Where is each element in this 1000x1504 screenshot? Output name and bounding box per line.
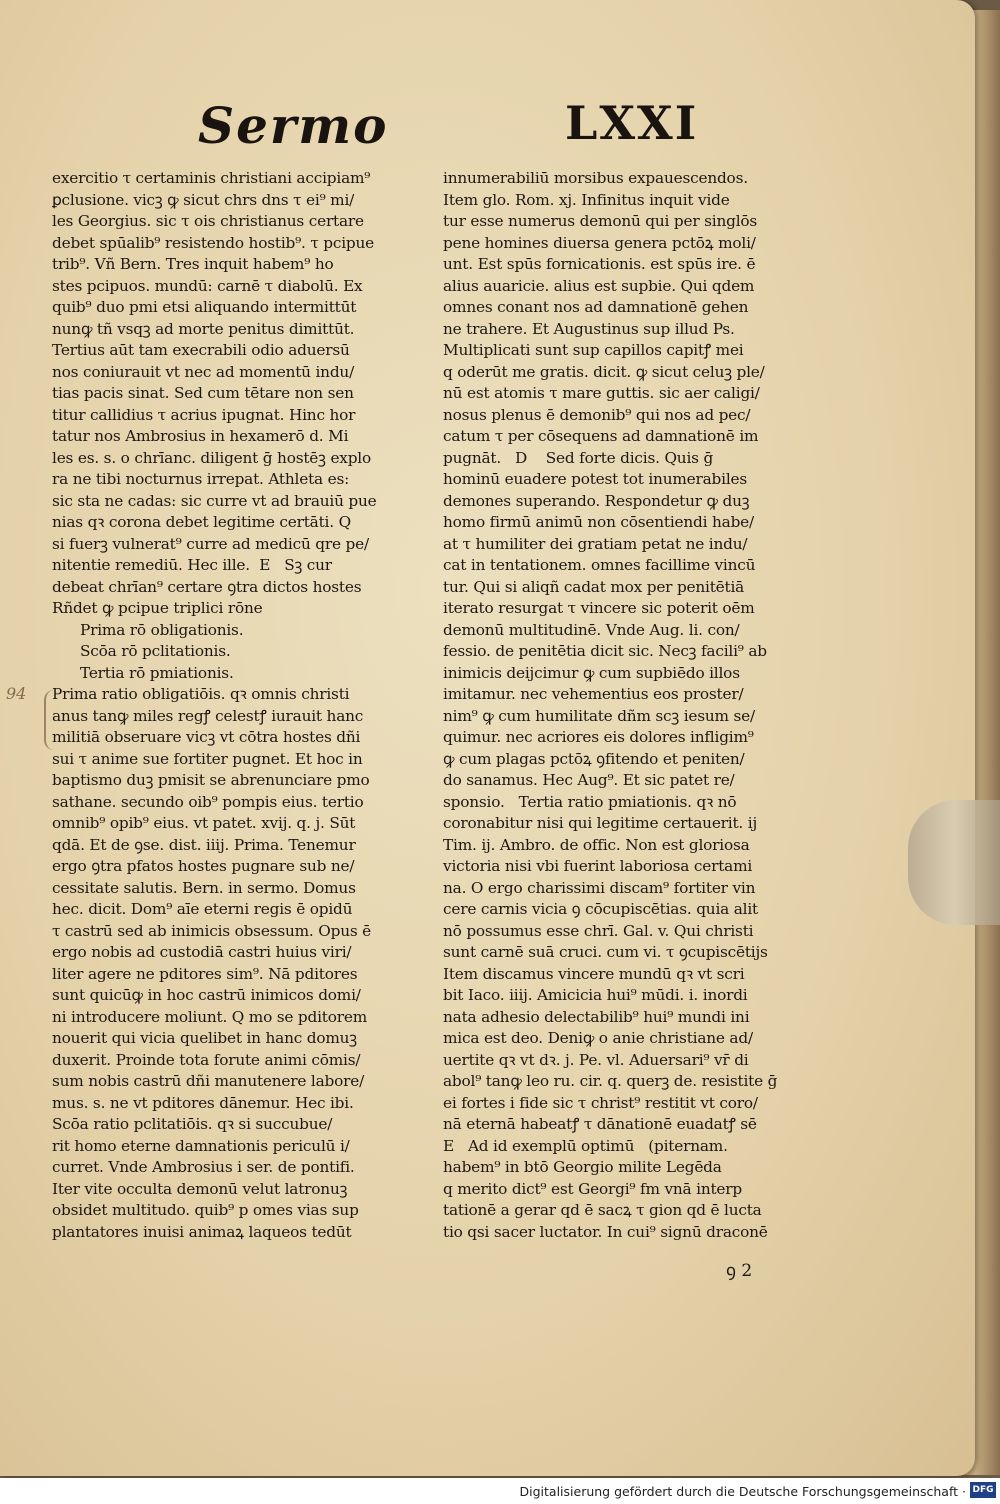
text-line: tur. Qui si aliqñ cadat mox per penitētiā xyxy=(443,577,745,596)
text-line: q merito dict⁹ est Georgi⁹ fm vnā interp xyxy=(443,1179,742,1198)
text-line: Prima ratio obligatiōis. qꝛ omnis christi xyxy=(52,685,350,703)
text-line: homo firmū animū non cōsentiendi habe/ xyxy=(443,513,754,531)
folio-number: LXXI xyxy=(565,96,699,150)
text-line: qdā. Et de ꝯse. dist. iiij. Prima. Tenemur xyxy=(52,835,356,854)
text-line: liter agere ne pditores sim⁹. Nā pditores xyxy=(52,964,358,983)
text-line: obsidet multitudo. quib⁹ p omes vias sup xyxy=(52,1201,359,1219)
right-text-column xyxy=(443,168,838,1243)
text-line: tio qsi sacer luctator. In cui⁹ signū draconē xyxy=(443,1222,768,1241)
text-line: ergo nobis ad custodiā castri huius viri/ xyxy=(52,943,352,961)
text-line: hec. dicit. Dom⁹ aīe eterni regis ē opidū xyxy=(52,900,353,918)
text-line: cessitate salutis. Bern. in sermo. Domus xyxy=(52,878,356,897)
text-line: at τ humiliter dei gratiam petat ne indu/ xyxy=(443,534,748,553)
text-line: hominū euadere potest tot inumerabiles xyxy=(443,470,748,488)
text-line: imitamur. nec vehementius eos proster/ xyxy=(443,685,744,703)
text-line: debeat chrīan⁹ certare ꝯtra dictos hostes xyxy=(52,577,362,596)
text-line: ni introducere moliunt. Q mo se pditorem xyxy=(52,1007,368,1026)
text-line: habem⁹ in btō Georgio milite Legēda xyxy=(443,1158,722,1176)
text-line: sunt carnē suā cruci. cum vi. τ ꝯcupiscētijs xyxy=(443,943,768,961)
text-line: Item discamus vincere mundū qꝛ vt scri xyxy=(443,964,745,983)
text-line: militiā obseruare vicꝫ vt cōtra hostes dñi xyxy=(52,728,361,746)
text-line: nunꝙ tñ vsqꝫ ad morte penitus dimittūt. xyxy=(52,319,355,338)
text-line: ꝑclusione. vicꝫ ꝙ sicut chrs dns τ ei⁹ mi/ xyxy=(52,190,355,209)
signature-mark: ꝯ 2 xyxy=(726,1261,753,1281)
text-line: nim⁹ ꝙ cum humilitate dñm scꝫ iesum se/ xyxy=(443,706,755,725)
text-line: Iter vite occulta demonū velut latronuꝫ xyxy=(52,1179,348,1198)
text-line: cat in tentationem. omnes facillime vincū xyxy=(443,556,756,574)
text-line: unt. Est spūs fornicationis. est spūs ire. ē xyxy=(443,255,756,273)
text-line: tatur nos Ambrosius in hexamerō d. Mi xyxy=(52,427,349,445)
text-line: bit Iaco. iiij. Amicicia hui⁹ mūdi. i. inordi xyxy=(443,986,748,1004)
text-line: sunt quicūꝙ in hoc castrū inimicos domi/ xyxy=(52,986,361,1004)
text-line: inimicis deijcimur ꝙ cum supbiēdo illos xyxy=(443,663,740,682)
text-line: anus tanꝙ miles regꝭ celestꝭ iurauit hanc xyxy=(52,706,364,725)
text-line: si fuerꝫ vulnerat⁹ curre ad medicū qre pe/ xyxy=(52,534,369,553)
text-line: duxerit. Proinde tota forute animi cōmis/ xyxy=(52,1050,361,1069)
dfg-logo: DFG xyxy=(970,1482,996,1498)
running-header-sermo: Sermo xyxy=(198,96,389,155)
text-line: nō possumus esse chrī. Gal. v. Qui christi xyxy=(443,921,754,940)
text-line: Tim. ij. Ambro. de offic. Non est gloriosa xyxy=(443,835,750,854)
text-line: do sanamus. Hec Aug⁹. Et sic patet re/ xyxy=(443,771,735,789)
text-line: fessio. de penitētia dicit sic. Necꝫ facili⁹ ab xyxy=(443,642,767,660)
left-text-column xyxy=(52,168,442,1243)
text-line: E Ad id exemplū optimū (piternam. xyxy=(443,1136,728,1155)
text-line: ra ne tibi nocturnus irrepat. Athleta es: xyxy=(52,470,350,488)
text-line: nouerit qui vicia quelibet in hanc domuꝫ xyxy=(52,1029,357,1047)
text-line: q oderūt me gratis. dicit. ꝙ sicut celuꝫ ple/ xyxy=(443,362,765,381)
page-clip xyxy=(908,800,1000,925)
text-line: sponsio. Tertia ratio pmiationis. qꝛ nō xyxy=(443,792,737,811)
text-line: Rñdet ꝙ pcipue triplici rōne xyxy=(52,599,263,617)
text-line: tationē a gerar qd ē sacꝝ τ gion qd ē lucta xyxy=(443,1201,762,1219)
text-line: demones superando. Respondetur ꝙ duꝫ xyxy=(443,491,750,510)
text-line: abol⁹ tanꝙ leo ru. cir. q. querꝫ de. resistite ḡ xyxy=(443,1072,778,1090)
text-line: omnes conant nos ad damnationē gehen xyxy=(443,298,749,316)
text-line: sathane. secundo oib⁹ pompis eius. tertio xyxy=(52,792,364,811)
text-line: nata adhesio delectabilib⁹ hui⁹ mundi ini xyxy=(443,1007,750,1026)
text-line: iterato resurgat τ vincere sic poterit oēm xyxy=(443,599,755,617)
text-line: cere carnis vicia ꝯ cōcupiscētias. quia alit xyxy=(443,900,758,918)
text-line: nos coniurauit vt nec ad momentū indu/ xyxy=(52,362,355,381)
text-line: pene homines diuersa genera pctōꝝ moli/ xyxy=(443,233,756,252)
text-line: ne trahere. Et Augustinus sup illud Ps. xyxy=(443,319,735,338)
text-line: plantatores inuisi animaꝝ laqueos tedūt xyxy=(52,1222,352,1241)
funding-credit: Digitalisierung gefördert durch die Deutsche Forschungsgemeinschaft · xyxy=(519,1484,966,1499)
text-line: debet spūalib⁹ resistendo hostib⁹. τ pcipue xyxy=(52,233,375,252)
text-line: Tertia rō pmiationis. xyxy=(80,663,234,682)
text-line: rit homo eterne damnationis periculū i/ xyxy=(52,1136,350,1155)
text-line: nitentie remediū. Hec ille. E Sꝫ cur xyxy=(52,556,332,574)
text-line: baptismo duꝫ pmisit se abrenunciare pmo xyxy=(52,771,370,789)
text-line: ꝙ cum plagas pctōꝝ ꝯfitendo et peniten/ xyxy=(443,749,745,768)
text-line: nias qꝛ corona debet legitime certāti. Q xyxy=(52,513,351,531)
text-line: na. O ergo charissimi discam⁹ fortiter vin xyxy=(443,878,756,897)
text-line: tur esse numerus demonū qui per singlōs xyxy=(443,212,758,230)
text-line: catum τ per cōsequens ad damnationē im xyxy=(443,427,759,445)
text-line: trib⁹. Vñ Bern. Tres inquit habem⁹ ho xyxy=(52,255,334,273)
text-line: nosus plenus ē demonib⁹ qui nos ad pec/ xyxy=(443,405,751,424)
text-line: Scōa rō pclitationis. xyxy=(80,642,231,660)
text-line: uertite qꝛ vt dꝛ. j. Pe. vl. Aduersari⁹ vr̄ di xyxy=(443,1050,749,1069)
text-line: demonū multitudinē. Vnde Aug. li. con/ xyxy=(443,620,740,639)
text-line: nū est atomis τ mare guttis. sic aer caligi/ xyxy=(443,384,760,402)
text-line: victoria nisi vbi fuerint laboriosa certami xyxy=(443,857,753,875)
text-line: Prima rō obligationis. xyxy=(80,620,244,639)
text-line: omnib⁹ opib⁹ eius. vt patet. xvij. q. j. Sūt xyxy=(52,814,356,832)
text-line: alius auaricie. alius est supbie. Qui qdem xyxy=(443,276,755,295)
marginal-annotation: 94 xyxy=(6,684,27,703)
text-line: mus. s. ne vt pditores dānemur. Hec ibi. xyxy=(52,1093,354,1112)
text-line: Scōa ratio pclitatiōis. qꝛ si succubue/ xyxy=(52,1115,333,1133)
text-line: pugnāt. D Sed forte dicis. Quis ḡ xyxy=(443,448,714,467)
text-line: tias pacis sinat. Sed cum tētare non sen xyxy=(52,384,354,402)
text-line: sui τ anime sue fortiter pugnet. Et hoc in xyxy=(52,749,363,768)
text-line: titur callidius τ acrius ipugnat. Hinc hor xyxy=(52,405,356,424)
text-line: Item glo. Rom. xj. Infinitus inquit vide xyxy=(443,190,730,209)
text-line: quimur. nec acriores eis dolores infligim⁹ xyxy=(443,728,754,746)
text-line: les es. s. o chrīanc. diligent ḡ hostēꝫ explo xyxy=(52,448,372,467)
text-line: curret. Vnde Ambrosius i ser. de pontifi. xyxy=(52,1158,355,1176)
text-line: nā eternā habeatꝭ τ dānationē euadatꝭ sē xyxy=(443,1115,757,1133)
text-line: coronabitur nisi qui legitime certauerit. ij xyxy=(443,814,757,832)
text-line: Tertius aūt tam execrabili odio aduersū xyxy=(52,341,350,359)
text-line: ei fortes i fide sic τ christ⁹ restitit vt coro/ xyxy=(443,1093,758,1112)
text-line: stes pcipuos. mundū: carnē τ diabolū. Ex xyxy=(52,276,363,295)
text-line: exercitio τ certaminis christiani accipiam⁹ xyxy=(52,169,371,187)
text-line: mica est deo. Deniꝙ o anie christiane ad/ xyxy=(443,1029,753,1047)
text-line: ergo ꝯtra pfatos hostes pugnare sub ne/ xyxy=(52,857,355,875)
text-line: sic sta ne cadas: sic curre vt ad brauiū pue xyxy=(52,491,377,510)
text-line: quib⁹ duo pmi etsi aliquando intermittūt xyxy=(52,298,357,316)
text-line: sum nobis castrū dñi manutenere labore/ xyxy=(52,1072,365,1090)
text-line: innumerabiliū morsibus expauescendos. xyxy=(443,169,748,187)
text-line: τ castrū sed ab inimicis obsessum. Opus ē xyxy=(52,921,372,940)
text-line: Multiplicati sunt sup capillos capitꝭ mei xyxy=(443,341,744,359)
text-line: les Georgius. sic τ ois christianus certare xyxy=(52,212,364,230)
